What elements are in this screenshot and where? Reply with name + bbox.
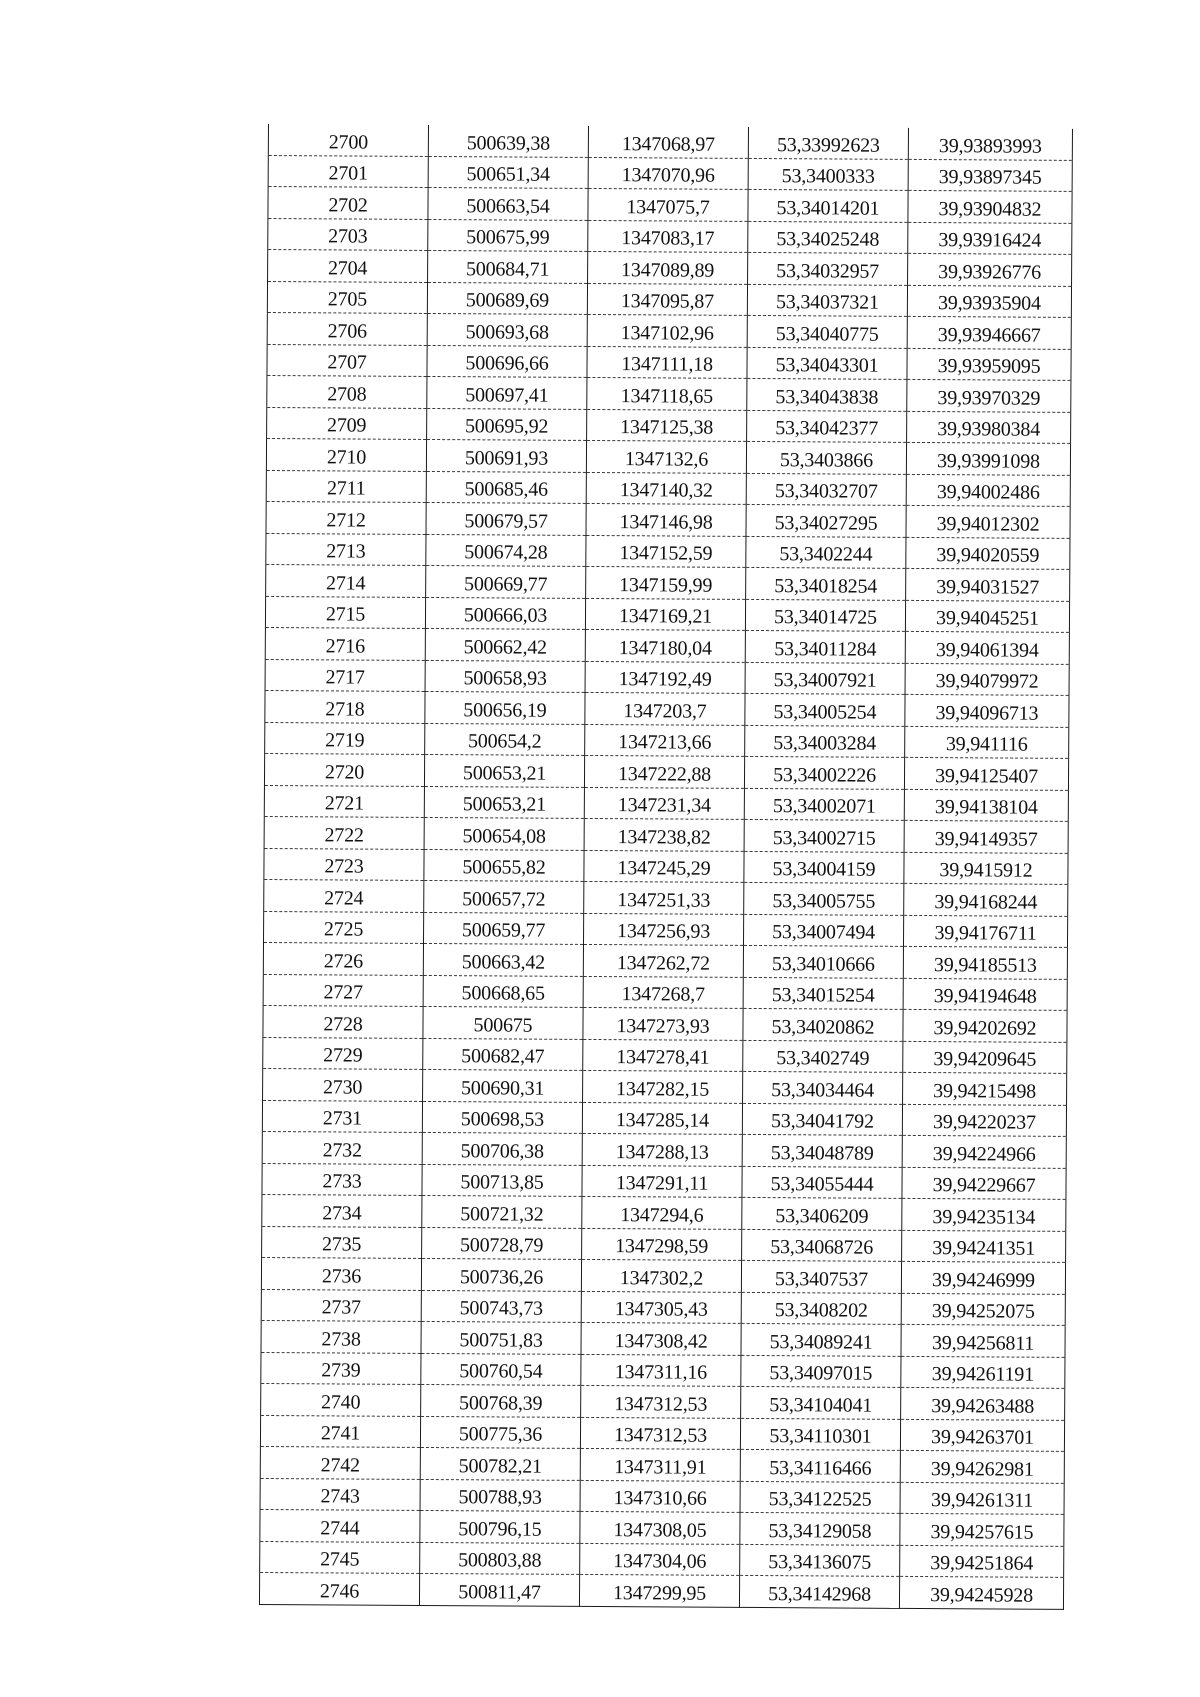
x-coordinate-cell: 500768,39 <box>421 1384 581 1416</box>
latitude-cell: 53,34055444 <box>742 1166 902 1198</box>
longitude-cell: 39,93897345 <box>908 159 1072 192</box>
y-coordinate-cell: 1347304,06 <box>580 1543 740 1575</box>
longitude-cell: 39,94229667 <box>902 1167 1066 1200</box>
table-row <box>260 1415 1064 1451</box>
y-coordinate-cell: 1347222,88 <box>584 755 744 787</box>
latitude-cell: 53,34011284 <box>745 630 905 662</box>
y-coordinate-cell: 1347282,15 <box>583 1070 743 1102</box>
x-coordinate-cell: 500654,2 <box>425 723 585 755</box>
x-coordinate-cell: 500668,65 <box>423 975 583 1007</box>
x-coordinate-cell: 500743,73 <box>421 1290 581 1322</box>
table-row <box>264 816 1068 852</box>
table-row <box>262 1163 1066 1199</box>
table-row <box>267 281 1071 317</box>
point-number-cell: 2709 <box>267 407 427 439</box>
y-coordinate-cell: 1347140,32 <box>586 472 746 504</box>
point-number-cell: 2730 <box>263 1068 423 1100</box>
point-number-cell: 2712 <box>266 501 426 533</box>
y-coordinate-cell: 1347238,82 <box>584 818 744 850</box>
latitude-cell: 53,3408202 <box>741 1292 901 1324</box>
x-coordinate-cell: 500682,47 <box>423 1038 583 1070</box>
x-coordinate-cell: 500713,85 <box>422 1164 582 1196</box>
point-number-cell: 2726 <box>263 942 423 974</box>
y-coordinate-cell: 1347068,97 <box>588 126 748 158</box>
point-number-cell: 2728 <box>263 1005 423 1037</box>
table-row <box>260 1478 1064 1514</box>
latitude-cell: 53,34032957 <box>748 252 908 284</box>
y-coordinate-cell: 1347180,04 <box>585 629 745 661</box>
x-coordinate-cell: 500736,26 <box>421 1258 581 1290</box>
point-number-cell: 2734 <box>262 1194 422 1226</box>
longitude-cell: 39,93926776 <box>908 253 1072 286</box>
table-row <box>263 1005 1067 1041</box>
longitude-cell: 39,94241351 <box>902 1230 1066 1263</box>
coordinate-table-body <box>259 124 1072 1609</box>
y-coordinate-cell: 1347111,18 <box>587 346 747 378</box>
x-coordinate-cell: 500656,19 <box>425 691 585 723</box>
x-coordinate-cell: 500651,34 <box>428 156 588 188</box>
point-number-cell: 2741 <box>260 1415 420 1447</box>
y-coordinate-cell: 1347299,95 <box>579 1574 739 1606</box>
table-row <box>264 879 1068 915</box>
x-coordinate-cell: 500697,41 <box>427 376 587 408</box>
latitude-cell: 53,34040775 <box>747 315 907 347</box>
x-coordinate-cell: 500659,77 <box>423 912 583 944</box>
table-row <box>264 785 1068 821</box>
latitude-cell: 53,34034464 <box>743 1071 903 1103</box>
latitude-cell: 53,34110301 <box>740 1418 900 1450</box>
table-row <box>262 1226 1066 1262</box>
longitude-cell: 39,94125407 <box>904 757 1068 790</box>
longitude-cell: 39,94012302 <box>906 505 1070 538</box>
x-coordinate-cell: 500695,92 <box>427 408 587 440</box>
table-row <box>267 407 1071 443</box>
y-coordinate-cell: 1347102,96 <box>587 314 747 346</box>
table-row <box>267 344 1071 380</box>
latitude-cell: 53,3406209 <box>742 1197 902 1229</box>
latitude-cell: 53,3402749 <box>743 1040 903 1072</box>
y-coordinate-cell: 1347169,21 <box>585 598 745 630</box>
x-coordinate-cell: 500760,54 <box>421 1353 581 1385</box>
y-coordinate-cell: 1347203,7 <box>585 692 745 724</box>
latitude-cell: 53,34043301 <box>747 347 907 379</box>
table-row <box>263 1037 1067 1073</box>
point-number-cell: 2745 <box>260 1541 420 1573</box>
table-row <box>263 942 1067 978</box>
longitude-cell: 39,94220237 <box>902 1104 1066 1137</box>
latitude-cell: 53,34068726 <box>742 1229 902 1261</box>
table-row <box>261 1383 1065 1419</box>
latitude-cell: 53,34010666 <box>743 945 903 977</box>
latitude-cell: 53,34027295 <box>746 504 906 536</box>
point-number-cell: 2733 <box>262 1163 422 1195</box>
latitude-cell: 53,34002071 <box>744 788 904 820</box>
latitude-cell: 53,34025248 <box>748 221 908 253</box>
longitude-cell: 39,94246999 <box>901 1261 1065 1294</box>
x-coordinate-cell: 500706,38 <box>422 1132 582 1164</box>
latitude-cell: 53,34005254 <box>745 693 905 725</box>
longitude-cell: 39,93935904 <box>907 285 1071 318</box>
latitude-cell: 53,34142968 <box>739 1575 899 1607</box>
y-coordinate-cell: 1347312,53 <box>581 1385 741 1417</box>
latitude-cell: 53,34004159 <box>744 851 904 883</box>
point-number-cell: 2702 <box>268 187 428 219</box>
x-coordinate-cell: 500691,93 <box>426 439 586 471</box>
x-coordinate-cell: 500803,88 <box>420 1542 580 1574</box>
longitude-cell: 39,94235134 <box>902 1198 1066 1231</box>
y-coordinate-cell: 1347273,93 <box>583 1007 743 1039</box>
table-row <box>261 1257 1065 1293</box>
y-coordinate-cell: 1347308,42 <box>581 1322 741 1354</box>
y-coordinate-cell: 1347089,89 <box>588 251 748 283</box>
x-coordinate-cell: 500653,21 <box>424 786 584 818</box>
longitude-cell: 39,94215498 <box>903 1072 1067 1105</box>
longitude-cell: 39,94261311 <box>900 1482 1064 1515</box>
latitude-cell: 53,34043838 <box>747 378 907 410</box>
table-row <box>263 974 1067 1010</box>
latitude-cell: 53,34129058 <box>740 1512 900 1544</box>
latitude-cell: 53,34104041 <box>741 1386 901 1418</box>
table-row <box>266 564 1070 600</box>
point-number-cell: 2743 <box>260 1478 420 1510</box>
table-row <box>267 312 1071 348</box>
longitude-cell: 39,94168244 <box>904 883 1068 916</box>
y-coordinate-cell: 1347159,99 <box>586 566 746 598</box>
longitude-cell: 39,94096713 <box>905 694 1069 727</box>
point-number-cell: 2732 <box>262 1131 422 1163</box>
x-coordinate-cell: 500721,32 <box>422 1195 582 1227</box>
table-row <box>265 722 1069 758</box>
point-number-cell: 2717 <box>265 659 425 691</box>
table-row <box>261 1352 1065 1388</box>
table-row <box>261 1289 1065 1325</box>
point-number-cell: 2703 <box>268 218 428 250</box>
y-coordinate-cell: 1347262,72 <box>583 944 743 976</box>
longitude-cell: 39,94194648 <box>903 978 1067 1011</box>
y-coordinate-cell: 1347213,66 <box>585 724 745 756</box>
table-row <box>264 753 1068 789</box>
table-row <box>266 501 1070 537</box>
x-coordinate-cell: 500663,42 <box>423 943 583 975</box>
longitude-cell: 39,94209645 <box>903 1041 1067 1074</box>
longitude-cell: 39,93991098 <box>906 442 1070 475</box>
y-coordinate-cell: 1347095,87 <box>587 283 747 315</box>
longitude-cell: 39,94020559 <box>906 537 1070 570</box>
x-coordinate-cell: 500662,42 <box>425 628 585 660</box>
point-number-cell: 2708 <box>267 375 427 407</box>
longitude-cell: 39,94045251 <box>905 600 1069 633</box>
x-coordinate-cell: 500666,03 <box>425 597 585 629</box>
table-row <box>260 1509 1064 1545</box>
point-number-cell: 2746 <box>259 1572 419 1604</box>
latitude-cell: 53,3407537 <box>741 1260 901 1292</box>
table-row <box>262 1131 1066 1167</box>
x-coordinate-cell: 500669,77 <box>426 565 586 597</box>
x-coordinate-cell: 500653,21 <box>424 754 584 786</box>
point-number-cell: 2715 <box>265 596 425 628</box>
y-coordinate-cell: 1347231,34 <box>584 787 744 819</box>
y-coordinate-cell: 1347310,66 <box>580 1480 740 1512</box>
x-coordinate-cell: 500690,31 <box>423 1069 583 1101</box>
point-number-cell: 2731 <box>262 1100 422 1132</box>
table-row <box>262 1100 1066 1136</box>
x-coordinate-cell: 500675,99 <box>428 219 588 251</box>
table-row <box>268 155 1072 191</box>
x-coordinate-cell: 500693,68 <box>427 313 587 345</box>
latitude-cell: 53,34007494 <box>743 914 903 946</box>
y-coordinate-cell: 1347305,43 <box>581 1291 741 1323</box>
y-coordinate-cell: 1347298,59 <box>582 1228 742 1260</box>
point-number-cell: 2706 <box>267 312 427 344</box>
x-coordinate-cell: 500775,36 <box>420 1416 580 1448</box>
latitude-cell: 53,34002226 <box>744 756 904 788</box>
table-row <box>264 848 1068 884</box>
y-coordinate-cell: 1347278,41 <box>583 1039 743 1071</box>
point-number-cell: 2713 <box>266 533 426 565</box>
point-number-cell: 2710 <box>266 438 426 470</box>
point-number-cell: 2707 <box>267 344 427 376</box>
coordinate-table <box>259 124 1073 1609</box>
point-number-cell: 2723 <box>264 848 424 880</box>
x-coordinate-cell: 500639,38 <box>428 125 588 157</box>
table-row <box>265 596 1069 632</box>
point-number-cell: 2725 <box>264 911 424 943</box>
latitude-cell: 53,34014725 <box>745 599 905 631</box>
table-row <box>267 375 1071 411</box>
latitude-cell: 53,34020862 <box>743 1008 903 1040</box>
longitude-cell: 39,9415912 <box>904 852 1068 885</box>
longitude-cell: 39,94149357 <box>904 820 1068 853</box>
longitude-cell: 39,93980384 <box>907 411 1071 444</box>
latitude-cell: 53,34003284 <box>745 725 905 757</box>
point-number-cell: 2735 <box>262 1226 422 1258</box>
latitude-cell: 53,3402244 <box>746 536 906 568</box>
table-row <box>268 218 1072 254</box>
x-coordinate-cell: 500728,79 <box>422 1227 582 1259</box>
latitude-cell: 53,34048789 <box>742 1134 902 1166</box>
table-row <box>268 124 1072 160</box>
point-number-cell: 2736 <box>261 1257 421 1289</box>
table-row <box>262 1194 1066 1230</box>
y-coordinate-cell: 1347285,14 <box>582 1102 742 1134</box>
table-row <box>261 1320 1065 1356</box>
y-coordinate-cell: 1347251,33 <box>584 881 744 913</box>
point-number-cell: 2700 <box>268 124 428 156</box>
longitude-cell: 39,94261191 <box>901 1356 1065 1389</box>
point-number-cell: 2738 <box>261 1320 421 1352</box>
x-coordinate-cell: 500685,46 <box>426 471 586 503</box>
longitude-cell: 39,94224966 <box>902 1135 1066 1168</box>
longitude-cell: 39,94256811 <box>901 1324 1065 1357</box>
latitude-cell: 53,34002715 <box>744 819 904 851</box>
table-row <box>264 911 1068 947</box>
y-coordinate-cell: 1347118,65 <box>587 377 747 409</box>
x-coordinate-cell: 500684,71 <box>428 250 588 282</box>
longitude-cell: 39,93893993 <box>908 128 1072 160</box>
point-number-cell: 2704 <box>268 250 428 282</box>
point-number-cell: 2701 <box>268 155 428 187</box>
point-number-cell: 2744 <box>260 1509 420 1541</box>
y-coordinate-cell: 1347146,98 <box>586 503 746 535</box>
x-coordinate-cell: 500663,54 <box>428 187 588 219</box>
point-number-cell: 2711 <box>266 470 426 502</box>
x-coordinate-cell: 500751,83 <box>421 1321 581 1353</box>
point-number-cell: 2727 <box>263 974 423 1006</box>
latitude-cell: 53,34116466 <box>740 1449 900 1481</box>
y-coordinate-cell: 1347268,7 <box>583 976 743 1008</box>
table-row <box>265 627 1069 663</box>
latitude-cell: 53,34041792 <box>742 1103 902 1135</box>
table-row <box>266 470 1070 506</box>
latitude-cell: 53,34005755 <box>744 882 904 914</box>
longitude-cell: 39,94138104 <box>904 789 1068 822</box>
x-coordinate-cell: 500655,82 <box>424 849 584 881</box>
point-number-cell: 2718 <box>265 690 425 722</box>
point-number-cell: 2714 <box>266 564 426 596</box>
y-coordinate-cell: 1347311,16 <box>581 1354 741 1386</box>
table-row <box>259 1572 1063 1608</box>
latitude-cell: 53,34136075 <box>740 1544 900 1576</box>
x-coordinate-cell: 500796,15 <box>420 1510 580 1542</box>
longitude-cell: 39,94245928 <box>899 1576 1063 1609</box>
table-row <box>266 438 1070 474</box>
latitude-cell: 53,34015254 <box>743 977 903 1009</box>
x-coordinate-cell: 500658,93 <box>425 660 585 692</box>
longitude-cell: 39,94257615 <box>900 1513 1064 1546</box>
table-row <box>260 1541 1064 1577</box>
point-number-cell: 2716 <box>265 627 425 659</box>
x-coordinate-cell: 500675 <box>423 1006 583 1038</box>
latitude-cell: 53,3403866 <box>746 441 906 473</box>
point-number-cell: 2740 <box>261 1383 421 1415</box>
latitude-cell: 53,34037321 <box>747 284 907 316</box>
table-row <box>266 533 1070 569</box>
y-coordinate-cell: 1347302,2 <box>581 1259 741 1291</box>
latitude-cell: 53,34014201 <box>748 189 908 221</box>
y-coordinate-cell: 1347132,6 <box>586 440 746 472</box>
y-coordinate-cell: 1347125,38 <box>587 409 747 441</box>
longitude-cell: 39,93916424 <box>908 222 1072 255</box>
y-coordinate-cell: 1347256,93 <box>583 913 743 945</box>
y-coordinate-cell: 1347294,6 <box>582 1196 742 1228</box>
x-coordinate-cell: 500679,57 <box>426 502 586 534</box>
longitude-cell: 39,93946667 <box>907 316 1071 349</box>
latitude-cell: 53,34089241 <box>741 1323 901 1355</box>
x-coordinate-cell: 500698,53 <box>422 1101 582 1133</box>
point-number-cell: 2724 <box>264 879 424 911</box>
x-coordinate-cell: 500654,08 <box>424 817 584 849</box>
y-coordinate-cell: 1347312,53 <box>580 1417 740 1449</box>
x-coordinate-cell: 500689,69 <box>427 282 587 314</box>
longitude-cell: 39,94263701 <box>900 1419 1064 1452</box>
point-number-cell: 2722 <box>264 816 424 848</box>
point-number-cell: 2739 <box>261 1352 421 1384</box>
x-coordinate-cell: 500782,21 <box>420 1447 580 1479</box>
longitude-cell: 39,94251864 <box>900 1545 1064 1578</box>
longitude-cell: 39,94252075 <box>901 1293 1065 1326</box>
longitude-cell: 39,93970329 <box>907 379 1071 412</box>
point-number-cell: 2737 <box>261 1289 421 1321</box>
table-row <box>263 1068 1067 1104</box>
x-coordinate-cell: 500657,72 <box>424 880 584 912</box>
y-coordinate-cell: 1347291,11 <box>582 1165 742 1197</box>
x-coordinate-cell: 500674,28 <box>426 534 586 566</box>
y-coordinate-cell: 1347192,49 <box>585 661 745 693</box>
table-row <box>260 1446 1064 1482</box>
latitude-cell: 53,33992623 <box>748 127 908 159</box>
point-number-cell: 2721 <box>264 785 424 817</box>
longitude-cell: 39,94263488 <box>901 1387 1065 1420</box>
longitude-cell: 39,94079972 <box>905 663 1069 696</box>
point-number-cell: 2705 <box>267 281 427 313</box>
longitude-cell: 39,94185513 <box>903 946 1067 979</box>
latitude-cell: 53,34042377 <box>747 410 907 442</box>
y-coordinate-cell: 1347152,59 <box>586 535 746 567</box>
longitude-cell: 39,94031527 <box>906 568 1070 601</box>
point-number-cell: 2720 <box>264 753 424 785</box>
x-coordinate-cell: 500811,47 <box>419 1573 579 1605</box>
longitude-cell: 39,93904832 <box>908 190 1072 223</box>
y-coordinate-cell: 1347311,91 <box>580 1448 740 1480</box>
point-number-cell: 2729 <box>263 1037 423 1069</box>
y-coordinate-cell: 1347288,13 <box>582 1133 742 1165</box>
table-row <box>268 250 1072 286</box>
point-number-cell: 2719 <box>265 722 425 754</box>
longitude-cell: 39,94061394 <box>905 631 1069 664</box>
latitude-cell: 53,34007921 <box>745 662 905 694</box>
y-coordinate-cell: 1347245,29 <box>584 850 744 882</box>
longitude-cell: 39,94202692 <box>903 1009 1067 1042</box>
x-coordinate-cell: 500696,66 <box>427 345 587 377</box>
longitude-cell: 39,941116 <box>905 726 1069 759</box>
table-row <box>268 187 1072 223</box>
latitude-cell: 53,34097015 <box>741 1355 901 1387</box>
latitude-cell: 53,34032707 <box>746 473 906 505</box>
longitude-cell: 39,94002486 <box>906 474 1070 507</box>
longitude-cell: 39,93959095 <box>907 348 1071 381</box>
latitude-cell: 53,34018254 <box>746 567 906 599</box>
table-row <box>265 690 1069 726</box>
y-coordinate-cell: 1347083,17 <box>588 220 748 252</box>
table-row <box>265 659 1069 695</box>
latitude-cell: 53,3400333 <box>748 158 908 190</box>
y-coordinate-cell: 1347308,05 <box>580 1511 740 1543</box>
longitude-cell: 39,94262981 <box>900 1450 1064 1483</box>
point-number-cell: 2742 <box>260 1446 420 1478</box>
longitude-cell: 39,94176711 <box>903 915 1067 948</box>
y-coordinate-cell: 1347070,96 <box>588 157 748 189</box>
y-coordinate-cell: 1347075,7 <box>588 188 748 220</box>
latitude-cell: 53,34122525 <box>740 1481 900 1513</box>
x-coordinate-cell: 500788,93 <box>420 1479 580 1511</box>
